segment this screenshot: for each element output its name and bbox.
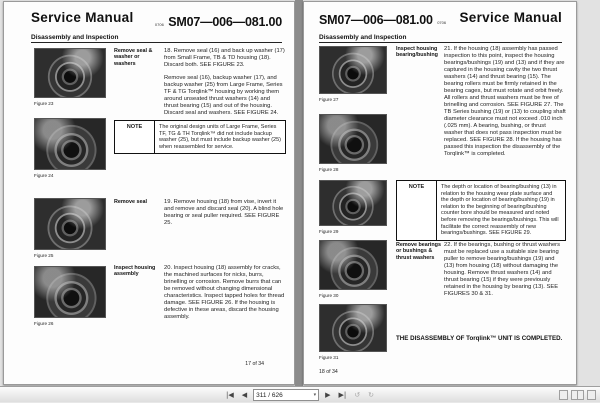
step-19-text: 19. Remove housing (18) from vise, invert it and remove and discard seal (20). A blind hole bearing or seal puller required. SEE FIGURE 25.: [164, 199, 284, 226]
step-21-text: 21. If the housing (18) assembly has passed inspection to this point, inspect the housing bearings/bushings (19) and (13) and if they are captured in the housing cavity the two thrust washers (14) and thrust bearing (15). The bearing rollers must be firmly retained in the bearing cages, but must rotate and orbit freely. All rollers and thrust washers must be free of brinelling and corrosion. SEE FIGURE 27. The TB Series bushing (19) or (13) to coupling shaft diameter clearance must not exceed .010 inch (.025 mm). A bearing, bushing, or thrust washer that does not pass inspection must be replaced. SEE FIGURE 28. If the housing has passed this inspection the disassembly of the Torqlink™ is completed.: [444, 46, 566, 157]
step-18-text: 18. Remove seal (16) and back up washer (17) from Small Frame, TB & TD housing (18). Discard both. SEE FIGURE 23. Remove seal (16), backup washer (17), and backup washer (25) from Large Frame, Series TF & TG Torqlink™ housing by working them around unseated thrust washers (14) and thrust bearing (15) and out of the housing. Discard seal and washers. SEE FIGURE 24.: [164, 48, 285, 116]
figure-photo-24: [34, 118, 106, 170]
step-20-label: Inspect housing assembly: [114, 265, 156, 278]
note-label: NOTE: [397, 181, 437, 240]
figure-caption: Figure 30: [319, 293, 339, 298]
next-view-icon[interactable]: ↻: [368, 391, 375, 399]
first-page-button[interactable]: |◀: [225, 391, 234, 399]
step-19-label: Remove seal: [114, 199, 147, 205]
figure-caption: Figure 26: [34, 321, 54, 326]
note-box: [396, 180, 566, 241]
page-number: 17 of 34: [245, 361, 264, 367]
step-20-text: 20. Inspect housing (18) assembly for cracks, the machined surfaces for nicks, burrs, brinelling or corrosion. Remove burrs that can be removed without changing dimensional characteristics. Inspect tapped holes for thread damage. SEE FIGURE 26. If the housing is defective in these areas, discard the housing assembly.: [164, 265, 285, 320]
note-text: The original design units of Large Frame, Series TF, TG & TH Torqlink™ did not include backup washer (25), but must include backup washer (25) when reassembled for service.: [159, 124, 281, 150]
continuous-view-icon[interactable]: [587, 390, 596, 400]
note-text: The depth or location of bearing/bushing (13) in relation to the housing wear plate surface and the depth or location of bearing/bushing (19) in relation to the beginning of bearing/bushing counter bore should be measured and noted before removing the bearings/bushings. This will facilitate the correct reassembly of new bearings/bushings. SEE FIGURE 29.: [441, 184, 559, 237]
page-number: 18 of 34: [319, 369, 338, 375]
figure-photo-25: [34, 198, 106, 250]
section-heading: Disassembly and Inspection: [319, 34, 407, 41]
section-rule: [31, 42, 282, 43]
note-box: [114, 120, 286, 154]
page-title: Service Manual: [459, 10, 562, 25]
last-page-button[interactable]: ▶|: [338, 391, 347, 399]
page-navigation: [0, 387, 600, 403]
figure-caption: Figure 24: [34, 173, 54, 178]
figure-caption: Figure 27: [319, 97, 339, 102]
document-code: SM07—006—081.00 0706: [319, 13, 447, 27]
figure-caption: Figure 25: [34, 253, 54, 258]
step-22-text: 22. If the bearings, bushing or thrust washers must be replaced use a suitable size bearing puller to remove bearing/bushings (19) and (13) from housing (18) without damaging the housing. Remove thrust washers (14) and thrust bearing (15) if they were previously retained in the housing by bearing (13). SEE FIGURES 30 & 31.: [444, 242, 561, 297]
next-page-button[interactable]: ▶: [325, 391, 331, 399]
figure-photo-31: [319, 304, 387, 352]
figure-photo-23: [34, 48, 106, 98]
manual-page-18: [303, 1, 577, 385]
revision-code: 0706: [154, 22, 164, 27]
single-page-view-icon[interactable]: [559, 390, 568, 400]
note-label: NOTE: [115, 121, 155, 153]
figure-photo-29: [319, 180, 387, 226]
step-22-label: Remove bearings or bushings & thrust washers: [396, 242, 441, 261]
figure-photo-28: [319, 114, 387, 164]
chevron-down-icon[interactable]: ▾: [313, 392, 317, 398]
step-21-label: Inspect housing bearing/bushing: [396, 46, 438, 59]
page-number-value: 311 / 626: [256, 391, 283, 399]
figure-caption: Figure 23: [34, 101, 54, 106]
figure-caption: Figure 31: [319, 355, 339, 360]
step-18-label: Remove seal & washer or washers: [114, 48, 153, 67]
pdf-toolbar: [0, 386, 600, 402]
page-number-input[interactable]: [253, 389, 319, 401]
page-title: Service Manual: [31, 10, 134, 25]
figure-photo-27: [319, 46, 387, 94]
figure-caption: Figure 29: [319, 229, 339, 234]
previous-page-button[interactable]: ◀: [241, 391, 248, 399]
page-divider: [295, 0, 303, 386]
manual-page-17: [3, 1, 295, 385]
section-heading: Disassembly and Inspection: [31, 34, 119, 41]
two-page-view-icon[interactable]: [571, 390, 584, 400]
previous-view-icon[interactable]: ↺: [354, 391, 361, 399]
figure-caption: Figure 28: [319, 167, 339, 172]
figure-photo-30: [319, 240, 387, 290]
view-layout-controls: [559, 390, 596, 400]
document-code: 0706 SM07—006—081.00: [154, 15, 282, 29]
figure-photo-26: [34, 266, 106, 318]
disassembly-complete-statement: THE DISASSEMBLY OF Torqlink™ UNIT IS COMPLETED.: [396, 335, 563, 342]
section-rule: [319, 42, 562, 43]
